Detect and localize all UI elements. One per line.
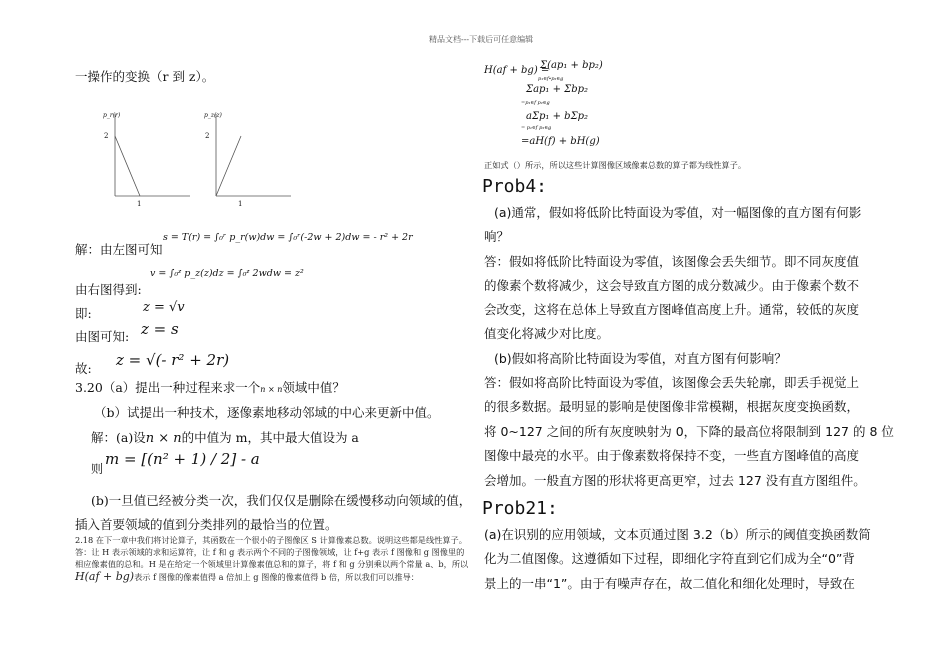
prob21-line-2: 化为二值图像。这遵循如下过程，即细化字符直到它们成为全“0”背 <box>484 551 855 566</box>
from-graph-equation: z = s <box>141 320 179 338</box>
linearity-eq-1-sub: p₁∈f∙p₂∈g <box>538 76 564 82</box>
right-graph-label: 由右图得到: <box>75 282 142 297</box>
linearity-eq-2: Σap₁ + Σbp₂ <box>526 84 589 95</box>
graph-right-ylabel: p_z(z) <box>204 112 222 119</box>
answer-b-line-1: (b)一旦值已经被分类一次，我们仅仅是删除在缓慢移动向领域的值， <box>91 493 472 508</box>
prob4-a-answer-3: 会改变，这将在总体上导致直方图峰值高度上升。通常，较低的灰度 <box>484 302 860 317</box>
page-header: 精品文档---下载后可任意编辑 <box>429 35 534 44</box>
graph-right-svg <box>196 108 306 218</box>
prob21-title: Prob21: <box>482 498 558 519</box>
answer-b-line-2: 插入首要领域的值到分类排列的最恰当的位置。 <box>75 517 338 532</box>
answer-a-ze-label: 则 <box>91 462 104 476</box>
prob4-b-answer-5: 会增加。一般直方图的形状将更高更窄，过去 127 没有直方图组件。 <box>484 473 866 488</box>
prob4-b-answer-3: 将 0~127 之间的所有灰度映射为 0，下降的最高位将限制到 127 的 8 位 <box>484 424 894 439</box>
linearity-eq-3-sub: = p₁∈f p₂∈g <box>521 125 552 131</box>
question-3-20-a-end: 领域中值？ <box>282 380 345 395</box>
graph-right-curve <box>216 136 241 196</box>
ji-equation: z = √v <box>143 300 185 315</box>
prob4-a-answer-4: 值变化将减少对比度。 <box>484 326 610 341</box>
linearity-eq-1: H(af + bg) = <box>484 65 550 76</box>
prob4-b-answer-2: 的很多数据。最明显的影响是使图像非常模糊，根据灰度变换函数， <box>484 399 860 414</box>
ji-label: 即: <box>75 306 92 321</box>
from-graph-label: 由图可知: <box>75 329 130 344</box>
prob4-a-answer-2: 的像素个数将减少，这会导致直方图的成分数减少。由于像素个数不 <box>484 278 860 293</box>
answer-a-equation: m = [(n² + 1) / 2] - a <box>105 450 260 468</box>
graph-left-ytick: 2 <box>104 132 109 140</box>
prob4-a-answer-1: 答：假如将低阶比特面设为零值，该图像会丢失细节。即不同灰度值 <box>484 254 860 269</box>
linearity-eq-4: =aH(f) + bH(g) <box>521 136 600 147</box>
answer-a-start: 解：(a)设 <box>91 430 146 445</box>
prob4-a-question-2: 响？ <box>484 229 510 244</box>
question-2-18-line-2: 答：让 H 表示领域的求和运算符，让 f 和 g 表示两个不同的子图像领域，让 f+g 表示 f 图像和 g 图像里的 <box>75 547 465 557</box>
graph-left-xtick: 1 <box>137 200 142 208</box>
graph-left-curve <box>115 136 140 196</box>
question-3-20-b: （b）试提出一种技术，逐像素地移动邻域的中心来更新中值。 <box>94 405 440 420</box>
graph-right-xtick: 1 <box>238 200 243 208</box>
prob4-title: Prob4: <box>482 176 548 197</box>
prob4-b-answer-1: 答：假如将高阶比特面设为零值，该图像会丢失轮廓，即丢手视觉上 <box>484 375 860 390</box>
linearity-eq-2-sub: =p₁∈f p₂∈g <box>521 100 550 106</box>
question-2-18-line-3: 相应像素值的总和。H 是在给定一个领域里计算像素值总和的算子，将 f 和 g 分别乘以两个常量 a、b，所以 <box>75 559 469 569</box>
answer-a <box>91 428 359 446</box>
prob21-line-1: (a)在识别的应用领域，文本页通过图 3.2（b）所示的阈值变换函数简 <box>484 527 871 542</box>
prob21-line-3: 景上的一串“1”。由于有噪声存在，故二值化和细化处理时，导致在 <box>484 576 855 591</box>
prob4-a-question: (a)通常，假如将低阶比特面设为零值，对一幅图像的直方图有何影 <box>494 205 862 220</box>
answer-a-math: n × n <box>145 431 182 446</box>
right-graph-equation: v = ∫₀ᶻ p_z(z)dz = ∫₀ᶻ 2wdw = z² <box>150 268 304 279</box>
question-2-18-line-1: 2.18 在下一章中我们将讨论算子，其函数在一个很小的子图像区 S 计算像素总数。说明这些都是线性算子。 <box>75 535 467 545</box>
therefore-label: 故: <box>75 361 92 376</box>
graph-left <box>95 108 205 222</box>
question-2-18-line-4 <box>75 571 419 584</box>
answer-a-end: 的中值为 m，其中最大值设为 a <box>181 430 359 445</box>
question-2-18-line-4-text: 表示 f 图像的像素值得 a 倍加上 g 图像的像素值得 b 倍，所以我们可以推导： <box>134 572 419 582</box>
question-2-18-math: H(af + bg) <box>75 570 135 583</box>
graph-left-svg <box>95 108 205 218</box>
question-3-20-a <box>75 378 345 396</box>
solution-label: 解：由左图可知 <box>75 242 163 257</box>
graph-right <box>196 108 306 222</box>
solution-equation: s = T(r) = ∫₀ʳ p_r(w)dw = ∫₀ʳ(-2w + 2)dw = - r² + 2r <box>163 232 413 243</box>
question-3-20-a-math: n × n <box>260 385 283 394</box>
linearity-eq-3: aΣp₁ + bΣp₂ <box>526 111 589 122</box>
linearity-conclusion: 正如式（）所示，所以这些计算图像区域像素总数的算子都为线性算子。 <box>484 160 747 170</box>
prob4-b-answer-4: 图像中最亮的水平。由于像素数将保持不变，一些直方图峰值的高度 <box>484 448 860 463</box>
linearity-eq-1-sum: Σ(ap₁ + bp₂) <box>540 60 603 71</box>
prob4-b-question: (b)假如将高阶比特面设为零值，对直方图有何影响？ <box>494 351 787 366</box>
graph-left-ylabel: p_r(r) <box>103 112 121 119</box>
intro-line: 一操作的变换（r 到 z）。 <box>75 69 215 84</box>
question-3-20-a-text: 3.20（a）提出一种过程来求一个 <box>75 380 261 395</box>
graph-right-ytick: 2 <box>205 132 210 140</box>
therefore-equation: z = √(- r² + 2r) <box>116 351 230 369</box>
